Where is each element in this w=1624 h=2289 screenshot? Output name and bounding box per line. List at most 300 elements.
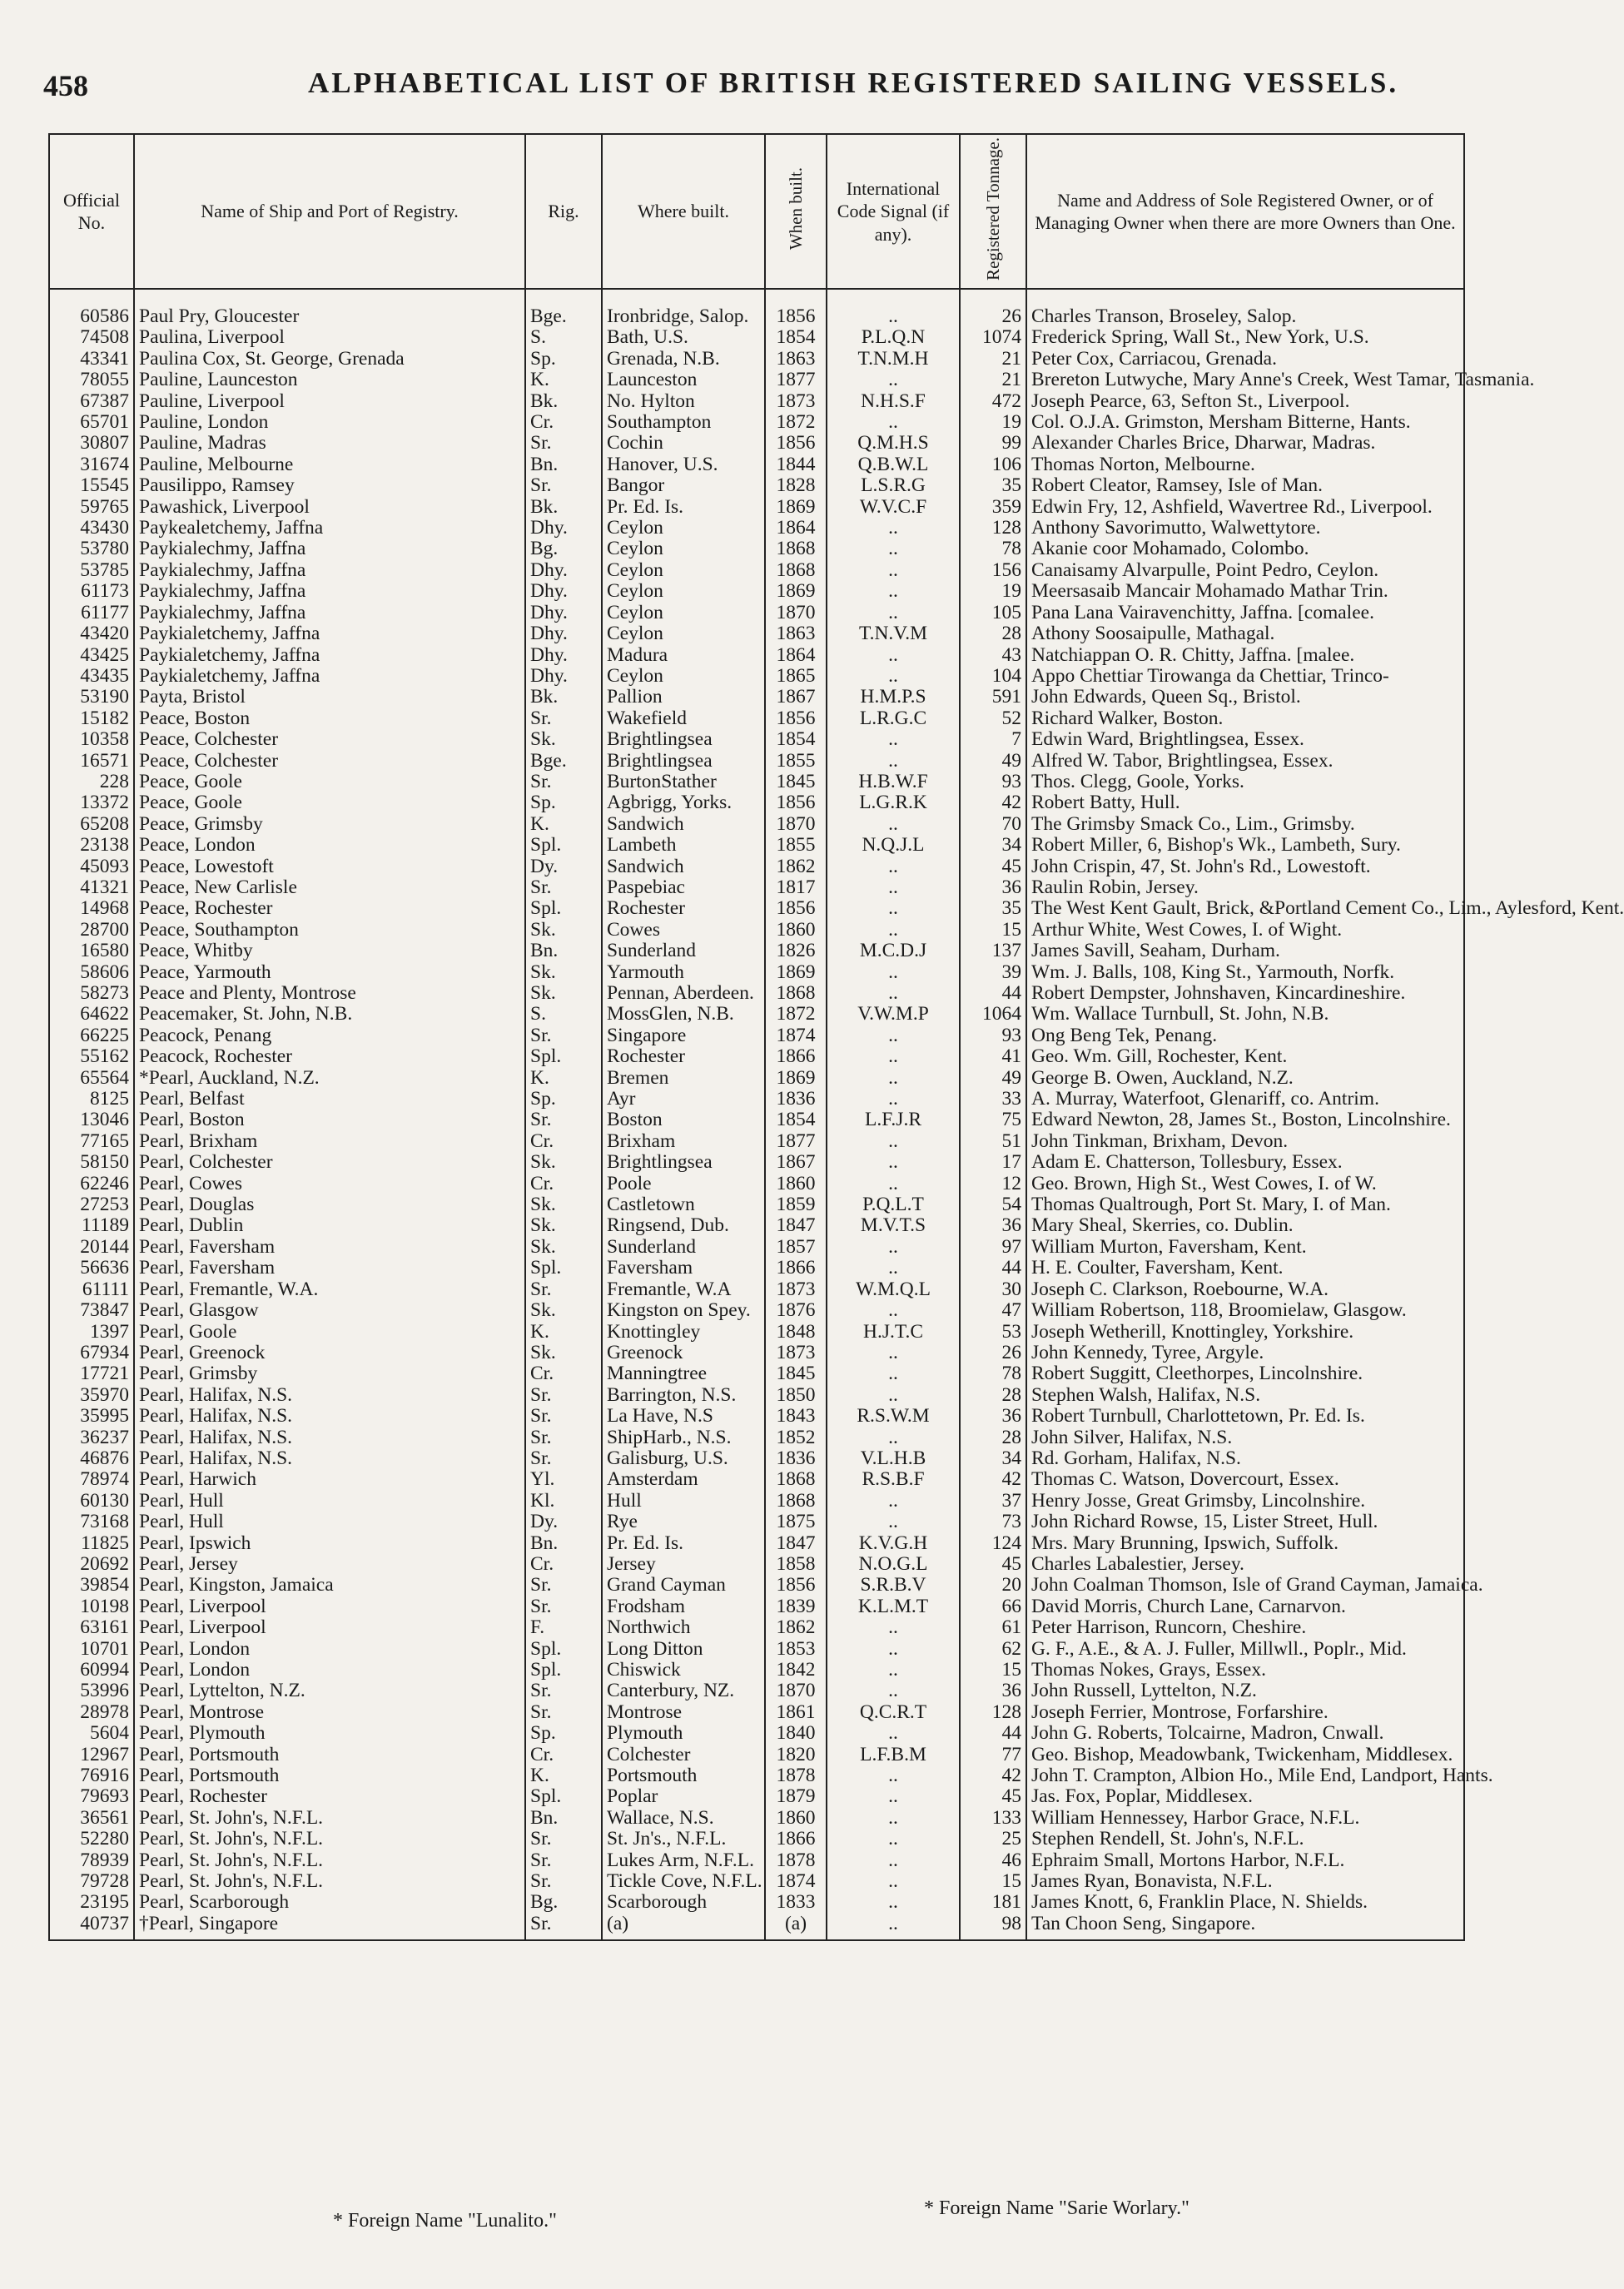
- official-no-cell: 45093: [80, 855, 129, 877]
- official-no-cell: 53780: [80, 538, 129, 560]
- rig-cell: Bk.: [525, 497, 602, 518]
- rig-cell: Dhy.: [525, 560, 602, 581]
- table-row: [49, 370, 1464, 390]
- ship-name-cell: Pearl, London: [134, 1639, 525, 1660]
- tonnage-cell: 36: [960, 1681, 1026, 1701]
- tonnage-cell: 104: [960, 666, 1026, 687]
- table-row: [49, 772, 1464, 792]
- rig-cell: Bk.: [525, 687, 602, 708]
- table-row: [49, 1702, 1464, 1723]
- table-row: [49, 835, 1464, 856]
- header-signal: International Code Signal (if any).: [827, 134, 960, 289]
- footnote-2: * Foreign Name "Sarie Worlary.": [924, 2197, 1189, 2219]
- where-built-cell: Rye: [602, 1512, 765, 1532]
- where-built-cell: Scarborough: [602, 1892, 765, 1913]
- owner-cell: Richard Walker, Boston.: [1026, 708, 1464, 729]
- official-no-cell: 13046: [80, 1109, 129, 1131]
- table-row: [49, 1174, 1464, 1194]
- rig-cell: Bg.: [525, 539, 602, 559]
- owner-cell: Charles Transon, Broseley, Salop.: [1026, 289, 1464, 327]
- owner-cell: Thomas Norton, Melbourne.: [1026, 454, 1464, 475]
- official-no-cell: 63161: [80, 1616, 129, 1639]
- rig-cell: Sp.: [525, 1723, 602, 1744]
- table-row: [49, 1639, 1464, 1660]
- table-row: [49, 1089, 1464, 1110]
- table-row: [49, 687, 1464, 708]
- table-row: [49, 1533, 1464, 1554]
- ship-name-cell: Peace, Rochester: [134, 898, 525, 919]
- table-row: [49, 1829, 1464, 1850]
- official-no-cell: 31674: [80, 453, 129, 475]
- where-built-cell: Bangor: [602, 475, 765, 496]
- table-row: [49, 412, 1464, 433]
- ship-name-cell: Pearl, Faversham: [134, 1237, 525, 1258]
- ship-name-cell: Pearl, Colchester: [134, 1152, 525, 1173]
- official-no-cell: 14968: [80, 897, 129, 920]
- table-row: [49, 1068, 1464, 1089]
- rig-cell: K.: [525, 1765, 602, 1786]
- table-row: [49, 1110, 1464, 1130]
- where-built-cell: Ceylon: [602, 603, 765, 623]
- ship-name-cell: Pearl, Harwich: [134, 1469, 525, 1490]
- owner-cell: John Russell, Lyttelton, N.Z.: [1026, 1681, 1464, 1701]
- owner-cell: Mrs. Mary Brunning, Ipswich, Suffolk.: [1026, 1533, 1464, 1554]
- table-row: [49, 1258, 1464, 1279]
- owner-cell: Anthony Savorimutto, Walwettytore.: [1026, 518, 1464, 539]
- when-built-cell: 1869: [765, 962, 827, 983]
- official-no-cell: 59765: [80, 495, 129, 518]
- ship-name-cell: Payta, Bristol: [134, 687, 525, 708]
- when-built-cell: 1868: [765, 1469, 827, 1490]
- tonnage-cell: 47: [960, 1300, 1026, 1321]
- official-no-cell: 61177: [81, 601, 129, 623]
- official-no-cell: 79693: [80, 1785, 129, 1808]
- signal-cell: ..: [827, 1152, 960, 1173]
- when-built-cell: 1855: [765, 751, 827, 772]
- owner-cell: Rd. Gorham, Halifax, N.S.: [1026, 1448, 1464, 1469]
- table-row: [49, 1194, 1464, 1215]
- when-built-cell: 1873: [765, 1343, 827, 1363]
- when-built-cell: 1864: [765, 518, 827, 539]
- rig-cell: Sr.: [525, 708, 602, 729]
- where-built-cell: Singapore: [602, 1025, 765, 1046]
- rig-cell: Sp.: [525, 349, 602, 370]
- rig-cell: Sk.: [525, 1343, 602, 1363]
- signal-cell: K.V.G.H: [827, 1533, 960, 1554]
- where-built-cell: ShipHarb., N.S.: [602, 1428, 765, 1448]
- table-row: [49, 581, 1464, 602]
- official-no-cell: 43435: [80, 664, 129, 687]
- tonnage-cell: 359: [960, 497, 1026, 518]
- table-row: [49, 433, 1464, 454]
- ship-name-cell: †Pearl, Singapore: [134, 1914, 525, 1940]
- signal-cell: ..: [827, 1765, 960, 1786]
- when-built-cell: 1854: [765, 327, 827, 348]
- ship-name-cell: Pawashick, Liverpool: [134, 497, 525, 518]
- rig-cell: Sr.: [525, 1385, 602, 1406]
- where-built-cell: Amsterdam: [602, 1469, 765, 1490]
- table-row: [49, 1786, 1464, 1807]
- when-built-cell: 1877: [765, 1131, 827, 1152]
- when-built-cell: 1853: [765, 1639, 827, 1660]
- signal-cell: Q.M.H.S: [827, 433, 960, 454]
- table-row: [49, 1892, 1464, 1913]
- ship-name-cell: Pearl, Kingston, Jamaica: [134, 1575, 525, 1596]
- tonnage-cell: 181: [960, 1892, 1026, 1913]
- when-built-cell: 1848: [765, 1322, 827, 1343]
- where-built-cell: Cochin: [602, 433, 765, 454]
- rig-cell: Sk.: [525, 1215, 602, 1236]
- tonnage-cell: 34: [960, 1448, 1026, 1469]
- owner-cell: William Robertson, 118, Broomielaw, Glasgow.: [1026, 1300, 1464, 1321]
- where-built-cell: Brightlingsea: [602, 751, 765, 772]
- ship-name-cell: Pearl, Montrose: [134, 1702, 525, 1723]
- tonnage-cell: 78: [960, 1363, 1026, 1384]
- ship-name-cell: Peacemaker, St. John, N.B.: [134, 1004, 525, 1025]
- official-no-cell: 40737: [80, 1912, 129, 1934]
- owner-cell: Joseph Pearce, 63, Sefton St., Liverpool.: [1026, 391, 1464, 412]
- tonnage-cell: 52: [960, 708, 1026, 729]
- official-no-cell: 10198: [80, 1595, 129, 1617]
- where-built-cell: Canterbury, NZ.: [602, 1681, 765, 1701]
- when-built-cell: 1856: [765, 898, 827, 919]
- official-no-cell: 36561: [80, 1806, 129, 1829]
- tonnage-cell: 39: [960, 962, 1026, 983]
- rig-cell: Sk.: [525, 729, 602, 750]
- ship-name-cell: Pearl, Liverpool: [134, 1617, 525, 1638]
- owner-cell: Robert Miller, 6, Bishop's Wk., Lambeth, Sury.: [1026, 835, 1464, 856]
- official-no-cell: 65564: [80, 1066, 129, 1089]
- where-built-cell: Sunderland: [602, 941, 765, 961]
- tonnage-cell: 43: [960, 645, 1026, 666]
- when-built-cell: 1872: [765, 412, 827, 433]
- signal-cell: N.H.S.F: [827, 391, 960, 412]
- ship-name-cell: Peace, Goole: [134, 772, 525, 792]
- where-built-cell: St. Jn's., N.F.L.: [602, 1829, 765, 1850]
- official-no-cell: 79728: [80, 1870, 129, 1893]
- tonnage-cell: 591: [960, 687, 1026, 708]
- official-no-cell: 53190: [80, 686, 129, 708]
- rig-cell: F.: [525, 1617, 602, 1638]
- when-built-cell: 1845: [765, 1363, 827, 1384]
- when-built-cell: 1856: [765, 708, 827, 729]
- owner-cell: Henry Josse, Great Grimsby, Lincolnshire.: [1026, 1491, 1464, 1512]
- signal-cell: P.Q.L.T: [827, 1194, 960, 1215]
- ship-name-cell: Pearl, St. John's, N.F.L.: [134, 1808, 525, 1829]
- when-built-cell: 1860: [765, 1174, 827, 1194]
- tonnage-cell: 46: [960, 1850, 1026, 1871]
- rig-cell: Dhy.: [525, 518, 602, 539]
- where-built-cell: Hull: [602, 1491, 765, 1512]
- tonnage-cell: 15: [960, 1871, 1026, 1892]
- owner-cell: William Murton, Faversham, Kent.: [1026, 1237, 1464, 1258]
- when-built-cell: 1870: [765, 603, 827, 623]
- when-built-cell: 1868: [765, 1491, 827, 1512]
- table-row: [49, 349, 1464, 370]
- official-no-cell: 52280: [80, 1828, 129, 1850]
- ship-name-cell: Pearl, St. John's, N.F.L.: [134, 1871, 525, 1892]
- owner-cell: Edward Newton, 28, James St., Boston, Lincolnshire.: [1026, 1110, 1464, 1130]
- when-built-cell: 1873: [765, 1279, 827, 1300]
- ship-name-cell: Pearl, Belfast: [134, 1089, 525, 1110]
- ship-name-cell: Pauline, Liverpool: [134, 391, 525, 412]
- table-row: [49, 1428, 1464, 1448]
- tonnage-cell: 7: [960, 729, 1026, 750]
- where-built-cell: Northwich: [602, 1617, 765, 1638]
- official-no-cell: 39854: [80, 1574, 129, 1596]
- when-built-cell: 1862: [765, 1617, 827, 1638]
- table-row: [49, 1279, 1464, 1300]
- where-built-cell: Faversham: [602, 1258, 765, 1279]
- rig-cell: Dhy.: [525, 581, 602, 602]
- signal-cell: ..: [827, 1300, 960, 1321]
- official-no-cell: 56636: [80, 1257, 129, 1279]
- where-built-cell: Poplar: [602, 1786, 765, 1807]
- signal-cell: N.O.G.L: [827, 1554, 960, 1575]
- ship-name-cell: Peace, Yarmouth: [134, 962, 525, 983]
- table-header: [49, 134, 1464, 289]
- table-row: [49, 1237, 1464, 1258]
- page-title: ALPHABETICAL LIST OF BRITISH REGISTERED SAILING VESSELS.: [308, 67, 1399, 99]
- signal-cell: M.C.D.J: [827, 941, 960, 961]
- signal-cell: ..: [827, 645, 960, 666]
- ship-name-cell: Pearl, Halifax, N.S.: [134, 1428, 525, 1448]
- owner-cell: Alfred W. Tabor, Brightlingsea, Essex.: [1026, 751, 1464, 772]
- when-built-cell: 1857: [765, 1237, 827, 1258]
- where-built-cell: Lambeth: [602, 835, 765, 856]
- owner-cell: Stephen Walsh, Halifax, N.S.: [1026, 1385, 1464, 1406]
- tonnage-cell: 73: [960, 1512, 1026, 1532]
- where-built-cell: Ceylon: [602, 518, 765, 539]
- tonnage-cell: 12: [960, 1174, 1026, 1194]
- owner-cell: Pana Lana Vairavenchitty, Jaffna. [comalee.: [1026, 603, 1464, 623]
- official-no-cell: 65208: [80, 812, 129, 835]
- owner-cell: Wm. J. Balls, 108, King St., Yarmouth, Norfk.: [1026, 962, 1464, 983]
- rig-cell: Bk.: [525, 391, 602, 412]
- signal-cell: ..: [827, 1089, 960, 1110]
- rig-cell: Sr.: [525, 772, 602, 792]
- when-built-cell: 1847: [765, 1533, 827, 1554]
- where-built-cell: Ironbridge, Salop.: [602, 289, 765, 327]
- where-built-cell: Sandwich: [602, 814, 765, 835]
- owner-cell: Geo. Bishop, Meadowbank, Twickenham, Middlesex.: [1026, 1745, 1464, 1765]
- tonnage-cell: 106: [960, 454, 1026, 475]
- rig-cell: Sr.: [525, 1871, 602, 1892]
- header-when-built: [765, 134, 827, 289]
- rig-cell: Sp.: [525, 1089, 602, 1110]
- tonnage-cell: 15: [960, 920, 1026, 941]
- signal-cell: T.N.M.H: [827, 349, 960, 370]
- signal-cell: ..: [827, 1786, 960, 1807]
- when-built-cell: 1861: [765, 1702, 827, 1723]
- signal-cell: W.M.Q.L: [827, 1279, 960, 1300]
- where-built-cell: Plymouth: [602, 1723, 765, 1744]
- official-no-cell: 43425: [80, 643, 129, 666]
- ship-name-cell: Paykialechmy, Jaffna: [134, 581, 525, 602]
- table-row: [49, 1554, 1464, 1575]
- where-built-cell: Pr. Ed. Is.: [602, 497, 765, 518]
- rig-cell: Sr.: [525, 1428, 602, 1448]
- signal-cell: ..: [827, 1025, 960, 1046]
- where-built-cell: Yarmouth: [602, 962, 765, 983]
- ship-name-cell: Pearl, Greenock: [134, 1343, 525, 1363]
- tonnage-cell: 156: [960, 560, 1026, 581]
- tonnage-cell: 25: [960, 1829, 1026, 1850]
- owner-cell: Frederick Spring, Wall St., New York, U.S.: [1026, 327, 1464, 348]
- rig-cell: Sr.: [525, 1681, 602, 1701]
- rig-cell: Bge.: [525, 751, 602, 772]
- official-no-cell: 35970: [80, 1383, 129, 1406]
- official-no-cell: 228: [99, 770, 129, 792]
- rig-cell: Sk.: [525, 1300, 602, 1321]
- signal-cell: ..: [827, 983, 960, 1004]
- ship-name-cell: Pearl, Fremantle, W.A.: [134, 1279, 525, 1300]
- tonnage-cell: 42: [960, 1469, 1026, 1490]
- owner-cell: Thomas Qualtrough, Port St. Mary, I. of Man.: [1026, 1194, 1464, 1215]
- ship-name-cell: Paykialechmy, Jaffna: [134, 603, 525, 623]
- official-no-cell: 8125: [90, 1088, 129, 1110]
- where-built-cell: Ayr: [602, 1089, 765, 1110]
- where-built-cell: Grand Cayman: [602, 1575, 765, 1596]
- ship-name-cell: Pearl, Halifax, N.S.: [134, 1385, 525, 1406]
- when-built-cell: 1860: [765, 1808, 827, 1829]
- ship-name-cell: Paykialetchemy, Jaffna: [134, 645, 525, 666]
- official-no-cell: 43341: [80, 347, 129, 370]
- vessel-registry-table: [48, 133, 1624, 1941]
- rig-cell: Sr.: [525, 433, 602, 454]
- official-no-cell: 30807: [80, 432, 129, 454]
- official-no-cell: 17721: [80, 1363, 129, 1385]
- ship-name-cell: Pearl, Halifax, N.S.: [134, 1448, 525, 1469]
- signal-cell: L.R.G.C: [827, 708, 960, 729]
- where-built-cell: La Have, N.S: [602, 1406, 765, 1427]
- official-no-cell: 20692: [80, 1552, 129, 1575]
- rig-cell: Dhy.: [525, 666, 602, 687]
- rig-cell: Dy.: [525, 857, 602, 877]
- when-built-cell: 1874: [765, 1871, 827, 1892]
- table-row: [49, 454, 1464, 475]
- ship-name-cell: Peace and Plenty, Montrose: [134, 983, 525, 1004]
- official-no-cell: 10358: [80, 728, 129, 751]
- ship-name-cell: Pearl, Scarborough: [134, 1892, 525, 1913]
- official-no-cell: 1397: [90, 1320, 129, 1343]
- rig-cell: K.: [525, 814, 602, 835]
- rig-cell: Cr.: [525, 1363, 602, 1384]
- owner-cell: Joseph Wetherill, Knottingley, Yorkshire.: [1026, 1322, 1464, 1343]
- table-row: [49, 1322, 1464, 1343]
- when-built-cell: 1855: [765, 835, 827, 856]
- owner-cell: Joseph Ferrier, Montrose, Forfarshire.: [1026, 1702, 1464, 1723]
- table-row: [49, 1215, 1464, 1236]
- signal-cell: V.W.M.P: [827, 1004, 960, 1025]
- tonnage-cell: 26: [960, 1343, 1026, 1363]
- table-row: [49, 1512, 1464, 1532]
- when-built-cell: 1845: [765, 772, 827, 792]
- official-no-cell: 55162: [80, 1045, 129, 1068]
- header-tonnage-label: Registered Tonnage.: [982, 137, 1003, 281]
- ship-name-cell: Pearl, Portsmouth: [134, 1765, 525, 1786]
- rig-cell: Sk.: [525, 983, 602, 1004]
- when-built-cell: 1875: [765, 1512, 827, 1532]
- rig-cell: Spl.: [525, 1660, 602, 1681]
- ship-name-cell: Pearl, Glasgow: [134, 1300, 525, 1321]
- table-body: [49, 289, 1624, 1940]
- tonnage-cell: 45: [960, 1554, 1026, 1575]
- owner-cell: Charles Labalestier, Jersey.: [1026, 1554, 1464, 1575]
- rig-cell: Sk.: [525, 962, 602, 983]
- where-built-cell: Southampton: [602, 412, 765, 433]
- owner-cell: Edwin Ward, Brightlingsea, Essex.: [1026, 729, 1464, 750]
- when-built-cell: 1839: [765, 1596, 827, 1617]
- ship-name-cell: Pearl, Faversham: [134, 1258, 525, 1279]
- rig-cell: Bge.: [525, 289, 602, 327]
- ship-name-cell: Peace, Southampton: [134, 920, 525, 941]
- when-built-cell: 1828: [765, 475, 827, 496]
- signal-cell: ..: [827, 729, 960, 750]
- rig-cell: Cr.: [525, 1554, 602, 1575]
- tonnage-cell: 75: [960, 1110, 1026, 1130]
- official-no-cell: 23195: [80, 1891, 129, 1914]
- where-built-cell: Cowes: [602, 920, 765, 941]
- ship-name-cell: Pearl, Cowes: [134, 1174, 525, 1194]
- owner-cell: Geo. Brown, High St., West Cowes, I. of W.: [1026, 1174, 1464, 1194]
- tonnage-cell: 1074: [960, 327, 1026, 348]
- official-no-cell: 16571: [80, 749, 129, 772]
- when-built-cell: 1879: [765, 1786, 827, 1807]
- rig-cell: K.: [525, 370, 602, 390]
- when-built-cell: 1859: [765, 1194, 827, 1215]
- table-row: [49, 603, 1464, 623]
- when-built-cell: 1866: [765, 1046, 827, 1067]
- table-row: [49, 898, 1464, 919]
- signal-cell: L.S.R.G: [827, 475, 960, 496]
- signal-cell: ..: [827, 857, 960, 877]
- tonnage-cell: 133: [960, 1808, 1026, 1829]
- rig-cell: Bn.: [525, 1533, 602, 1554]
- where-built-cell: Lukes Arm, N.F.L.: [602, 1850, 765, 1871]
- when-built-cell: 1836: [765, 1448, 827, 1469]
- ship-name-cell: Pearl, Goole: [134, 1322, 525, 1343]
- rig-cell: K.: [525, 1068, 602, 1089]
- rig-cell: Dhy.: [525, 623, 602, 644]
- owner-cell: John Tinkman, Brixham, Devon.: [1026, 1131, 1464, 1152]
- where-built-cell: Wallace, N.S.: [602, 1808, 765, 1829]
- signal-cell: ..: [827, 518, 960, 539]
- when-built-cell: 1856: [765, 433, 827, 454]
- where-built-cell: Long Ditton: [602, 1639, 765, 1660]
- when-built-cell: 1864: [765, 645, 827, 666]
- owner-cell: Peter Cox, Carriacou, Grenada.: [1026, 349, 1464, 370]
- owner-cell: Robert Suggitt, Cleethorpes, Lincolnshire.: [1026, 1363, 1464, 1384]
- table-row: [49, 1914, 1464, 1940]
- owner-cell: G. F., A.E., & A. J. Fuller, Millwll., Poplr., Mid.: [1026, 1639, 1464, 1660]
- signal-cell: R.S.W.M: [827, 1406, 960, 1427]
- official-no-cell: 61111: [82, 1278, 129, 1300]
- signal-cell: ..: [827, 920, 960, 941]
- signal-cell: ..: [827, 1660, 960, 1681]
- official-no-cell: 58150: [80, 1151, 129, 1174]
- when-built-cell: 1856: [765, 792, 827, 813]
- owner-cell: Col. O.J.A. Grimston, Mersham Bitterne, Hants.: [1026, 412, 1464, 433]
- when-built-cell: 1847: [765, 1215, 827, 1236]
- where-built-cell: Ceylon: [602, 539, 765, 559]
- ship-name-cell: Paykialetchemy, Jaffna: [134, 666, 525, 687]
- ship-name-cell: Pearl, Halifax, N.S.: [134, 1406, 525, 1427]
- signal-cell: M.V.T.S: [827, 1215, 960, 1236]
- owner-cell: Robert Dempster, Johnshaven, Kincardineshire.: [1026, 983, 1464, 1004]
- tonnage-cell: 99: [960, 433, 1026, 454]
- official-no-cell: 11189: [81, 1214, 129, 1237]
